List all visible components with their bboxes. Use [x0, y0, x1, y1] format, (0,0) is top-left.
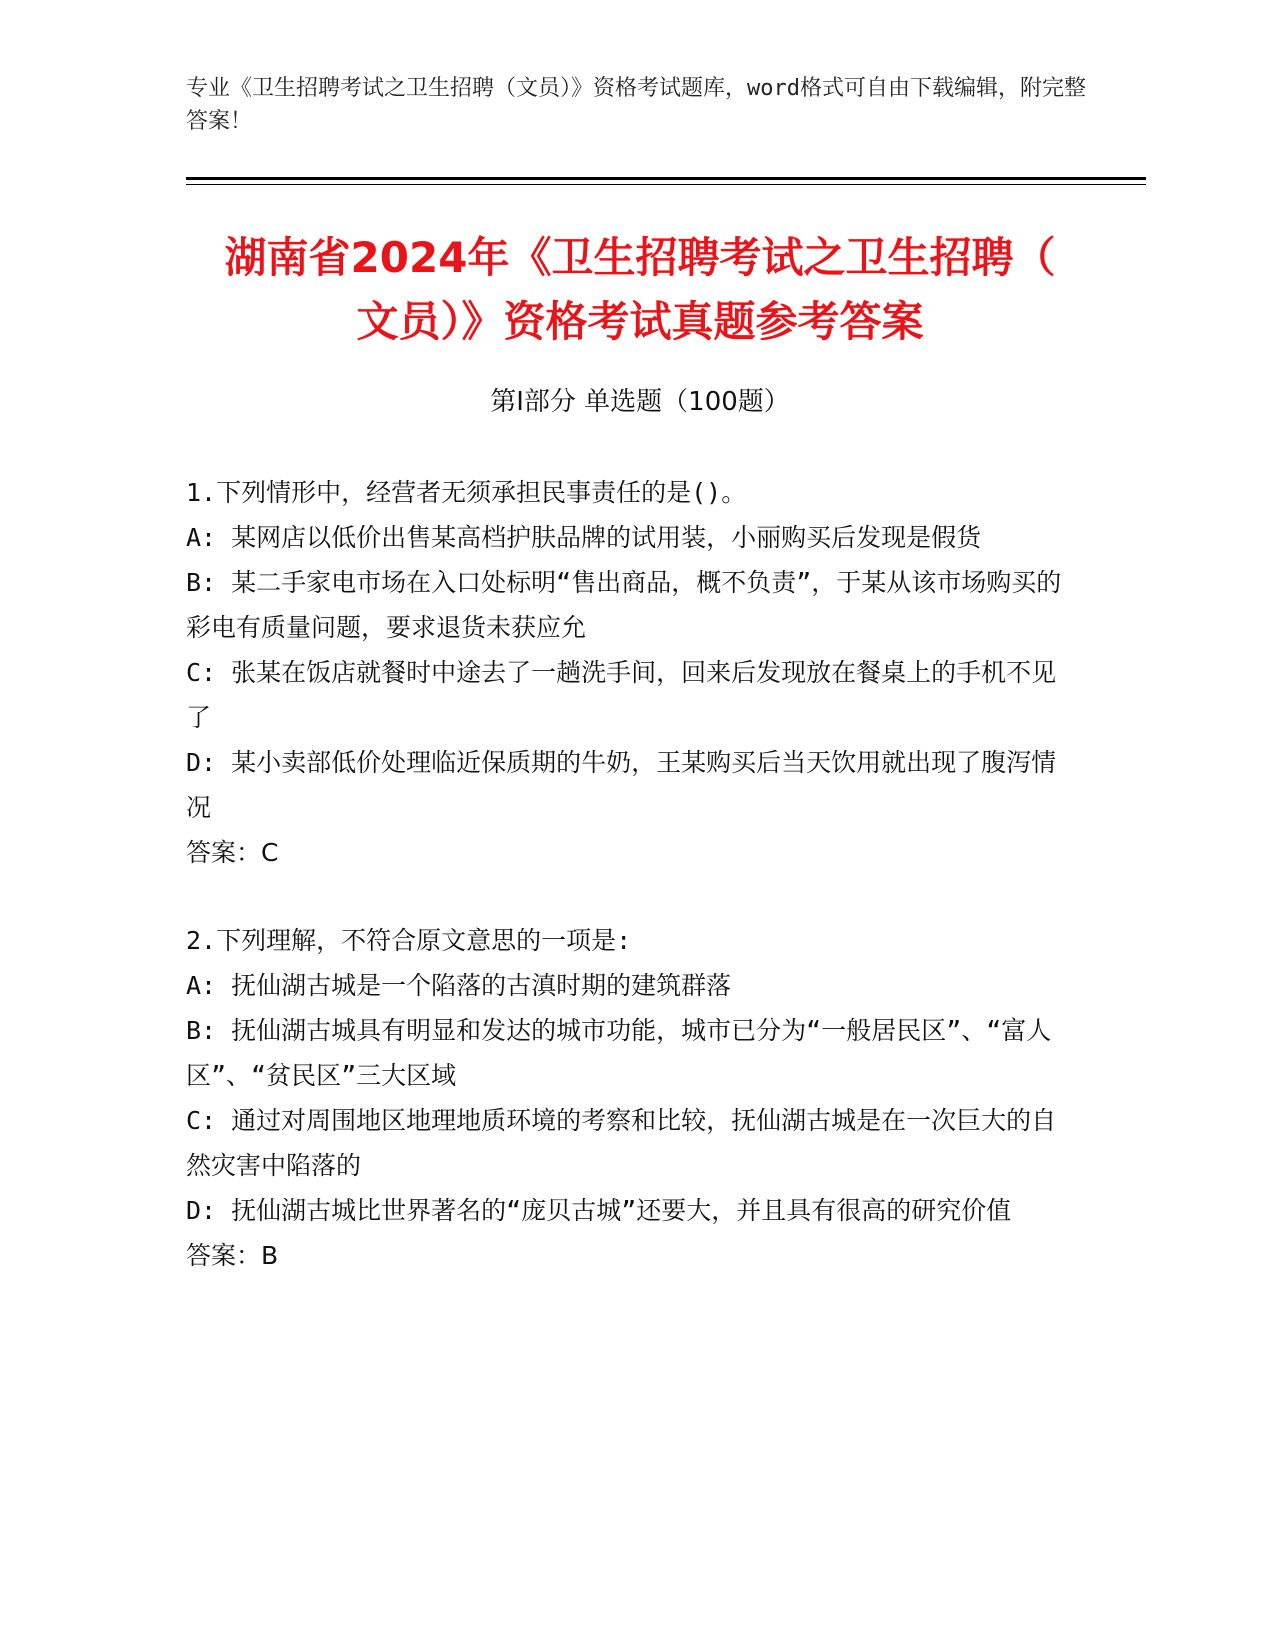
document-header: [186, 72, 1086, 138]
option-d: D: 抚仙湖古城比世界著名的“庞贝古城”还要大，并且具有很高的研究价值: [186, 1196, 1012, 1225]
header-rule-thick: [186, 177, 1146, 180]
title-line-1: 湖南省2024年《卫生招聘考试之卫生招聘（: [224, 233, 1056, 282]
option-c: C: 通过对周围地区地理地质环境的考察和比较，抚仙湖古城是在一次巨大的自然灾害中陷落的: [186, 1106, 1057, 1180]
title-line-2: 文员）》资格考试真题参考答案: [356, 297, 924, 346]
question-1: [186, 470, 1076, 875]
option-b: B: 某二手家电市场在入口处标明“售出商品，概不负责”，于某从该市场购买的彩电有质量问题，要求退货未获应允: [186, 568, 1062, 642]
answer: 答案：C: [186, 838, 279, 867]
answer: 答案：B: [186, 1241, 279, 1270]
question-2: [186, 918, 1076, 1278]
question-list: [186, 470, 1076, 1321]
question-stem: 1.下列情形中，经营者无须承担民事责任的是()。: [186, 478, 747, 507]
option-a: A: 抚仙湖古城是一个陷落的古滇时期的建筑群落: [186, 971, 732, 1000]
header-text: 专业《卫生招聘考试之卫生招聘（文员）》资格考试题库，word格式可自由下载编辑，附完整答案！: [186, 76, 1086, 134]
question-stem: 2.下列理解，不符合原文意思的一项是:: [186, 926, 632, 955]
section-heading: 第Ⅰ部分 单选题（100题）: [490, 387, 790, 417]
option-a: A: 某网店以低价出售某高档护肤品牌的试用装，小丽购买后发现是假货: [186, 523, 982, 552]
header-rule-thin: [186, 184, 1146, 185]
option-c: C: 张某在饭店就餐时中途去了一趟洗手间，回来后发现放在餐桌上的手机不见了: [186, 658, 1057, 732]
option-b: B: 抚仙湖古城具有明显和发达的城市功能，城市已分为“一般居民区”、“富人区”、“贫民区”三大区域: [186, 1016, 1052, 1090]
document-title: [160, 226, 1120, 354]
option-d: D: 某小卖部低价处理临近保质期的牛奶，王某购买后当天饮用就出现了腹泻情况: [186, 748, 1057, 822]
